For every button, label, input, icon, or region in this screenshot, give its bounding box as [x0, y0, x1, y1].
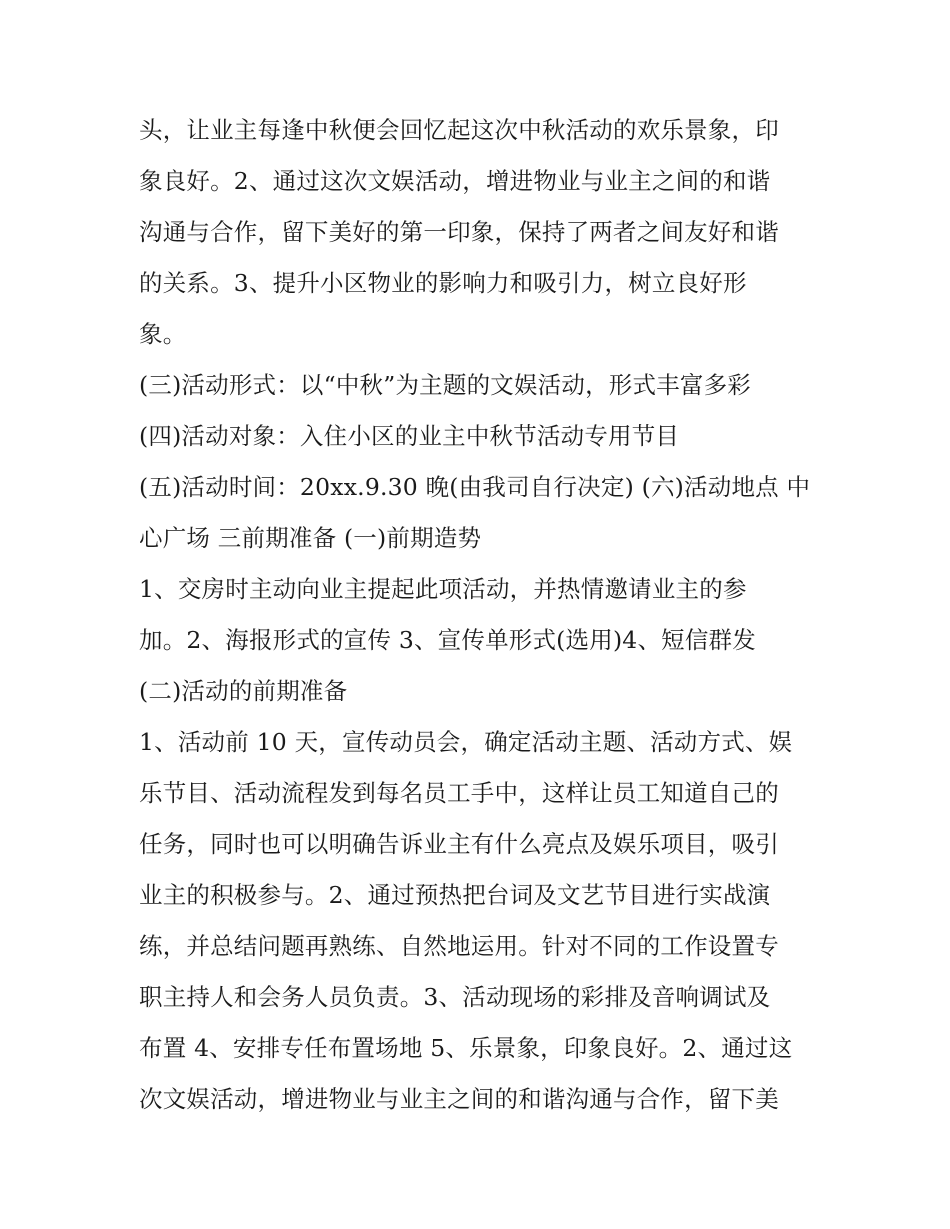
- text-line: 心广场 三前期准备 (一)前期造势: [139, 524, 482, 552]
- text-line: 布置 4、安排专任布置场地 5、乐景象，印象良好。2、通过这: [139, 1034, 793, 1062]
- text-line: 的关系。3、提升小区物业的影响力和吸引力，树立良好形: [139, 269, 747, 297]
- text-line: 1、活动前 10 天，宣传动员会，确定活动主题、活动方式、娱: [139, 728, 793, 756]
- text-line: 练，并总结问题再熟练、自然地运用。针对不同的工作设置专: [139, 932, 779, 960]
- text-line: 加。2、海报形式的宣传 3、宣传单形式(选用)4、短信群发: [139, 626, 756, 654]
- text-line: (二)活动的前期准备: [139, 677, 348, 705]
- text-line: 次文娱活动，增进物业与业主之间的和谐沟通与合作，留下美: [139, 1085, 779, 1113]
- text-line: 职主持人和会务人员负责。3、活动现场的彩排及音响调试及: [139, 983, 771, 1011]
- text-line: 沟通与合作，留下美好的第一印象，保持了两者之间友好和谐: [139, 218, 779, 246]
- text-line: 任务，同时也可以明确告诉业主有什么亮点及娱乐项目，吸引: [139, 830, 779, 858]
- text-line: 象良好。2、通过这次文娱活动，增进物业与业主之间的和谐: [139, 167, 771, 195]
- text-line: 业主的积极参与。2、通过预热把台词及文艺节目进行实战演: [139, 881, 771, 909]
- text-line: (四)活动对象：入住小区的业主中秋节活动专用节目: [139, 422, 680, 450]
- text-line: (三)活动形式：以“中秋”为主题的文娱活动，形式丰富多彩: [139, 371, 751, 399]
- text-line: 1、交房时主动向业主提起此项活动，并热情邀请业主的参: [139, 575, 747, 603]
- text-line: 乐节目、活动流程发到每名员工手中，这样让员工知道自己的: [139, 779, 779, 807]
- text-line: (五)活动时间：20xx.9.30 晚(由我司自行决定) (六)活动地点 中: [139, 473, 811, 501]
- text-line: 象。: [139, 320, 187, 348]
- text-line: 头，让业主每逢中秋便会回忆起这次中秋活动的欢乐景象，印: [139, 116, 779, 144]
